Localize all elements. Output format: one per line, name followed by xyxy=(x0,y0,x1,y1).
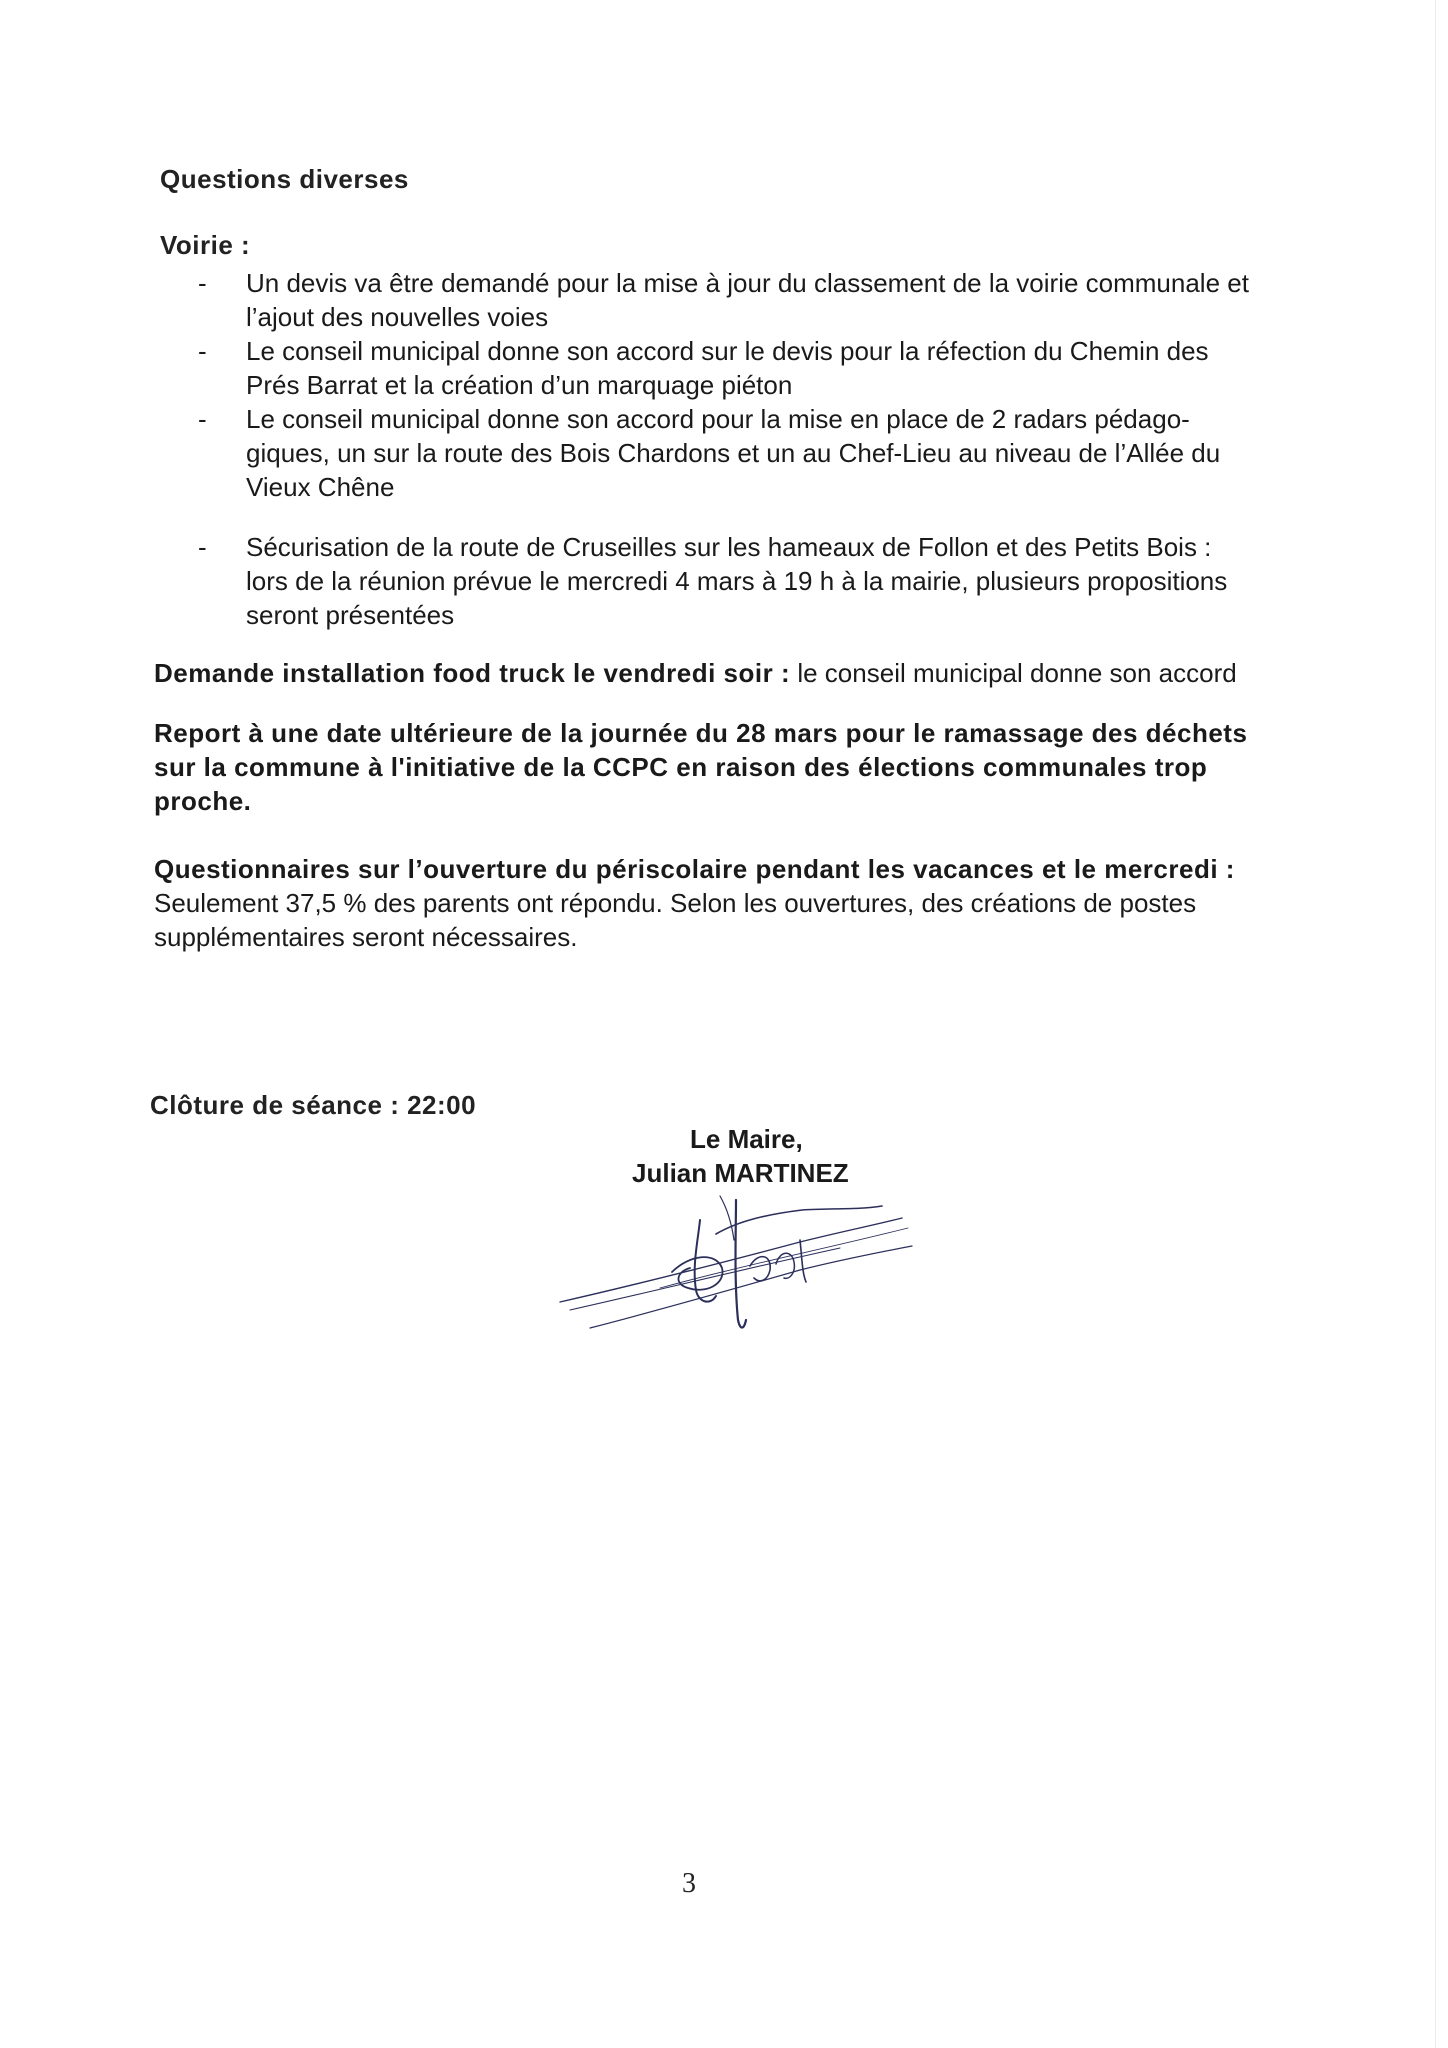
list-item-line: Vieux Chêne xyxy=(246,472,395,502)
list-item-line: Sécurisation de la route de Cruseilles sur les hameaux de Follon et des Petits Bois : xyxy=(246,532,1212,562)
questionnaires-line: Seulement 37,5 % des parents ont répondu. Selon les ouvertures, des créations de postes xyxy=(154,888,1197,918)
page-number: 3 xyxy=(682,1868,696,1899)
list-item-line: l’ajout des nouvelles voies xyxy=(246,302,549,332)
signature-role: Le Maire, xyxy=(690,1124,803,1154)
section-title: Questions diverses xyxy=(160,164,409,194)
voirie-list xyxy=(198,266,1368,632)
list-dash: - xyxy=(198,268,207,298)
report-line: proche. xyxy=(154,786,252,816)
questionnaires-label: Questionnaires sur l’ouverture du périscolaire pendant les vacances et le mercredi : xyxy=(154,854,1235,884)
report-line: sur la commune à l'initiative de la CCPC en raison des élections communales trop xyxy=(154,752,1208,782)
list-item-line: lors de la réunion prévue le mercredi 4 mars à 19 h à la mairie, plusieurs propositions xyxy=(246,566,1228,596)
list-item xyxy=(198,266,1368,334)
list-item xyxy=(198,334,1368,402)
questionnaires-paragraph xyxy=(154,852,1354,954)
report-line: Report à une date ultérieure de la journée du 28 mars pour le ramassage des déchets xyxy=(154,718,1248,748)
list-item-line: giques, un sur la route des Bois Chardons et un au Chef-Lieu au niveau de l’Allée du xyxy=(246,438,1221,468)
food-truck-text: le conseil municipal donne son accord xyxy=(790,658,1237,688)
list-item xyxy=(198,530,1368,632)
food-truck-label: Demande installation food truck le vendredi soir : xyxy=(154,658,791,688)
list-dash: - xyxy=(198,404,207,434)
handwritten-signature xyxy=(540,1170,920,1340)
closing-time: Clôture de séance : 22:00 xyxy=(150,1090,477,1120)
list-item-line: Un devis va être demandé pour la mise à jour du classement de la voirie communale et xyxy=(246,268,1249,298)
questionnaires-line: supplémentaires seront nécessaires. xyxy=(154,922,578,952)
list-dash: - xyxy=(198,336,207,366)
list-item xyxy=(198,402,1368,504)
list-item-line: Prés Barrat et la création d’un marquage piéton xyxy=(246,370,793,400)
signature-name: Julian MARTINEZ xyxy=(632,1158,849,1188)
food-truck-paragraph xyxy=(154,656,1354,690)
voirie-heading: Voirie : xyxy=(160,230,251,260)
list-item-line: Le conseil municipal donne son accord pour la mise en place de 2 radars pédago- xyxy=(246,404,1190,434)
report-paragraph xyxy=(154,716,1354,818)
list-item-line: Le conseil municipal donne son accord sur le devis pour la réfection du Chemin des xyxy=(246,336,1209,366)
list-item-line: seront présentées xyxy=(246,600,455,630)
list-dash: - xyxy=(198,532,207,562)
